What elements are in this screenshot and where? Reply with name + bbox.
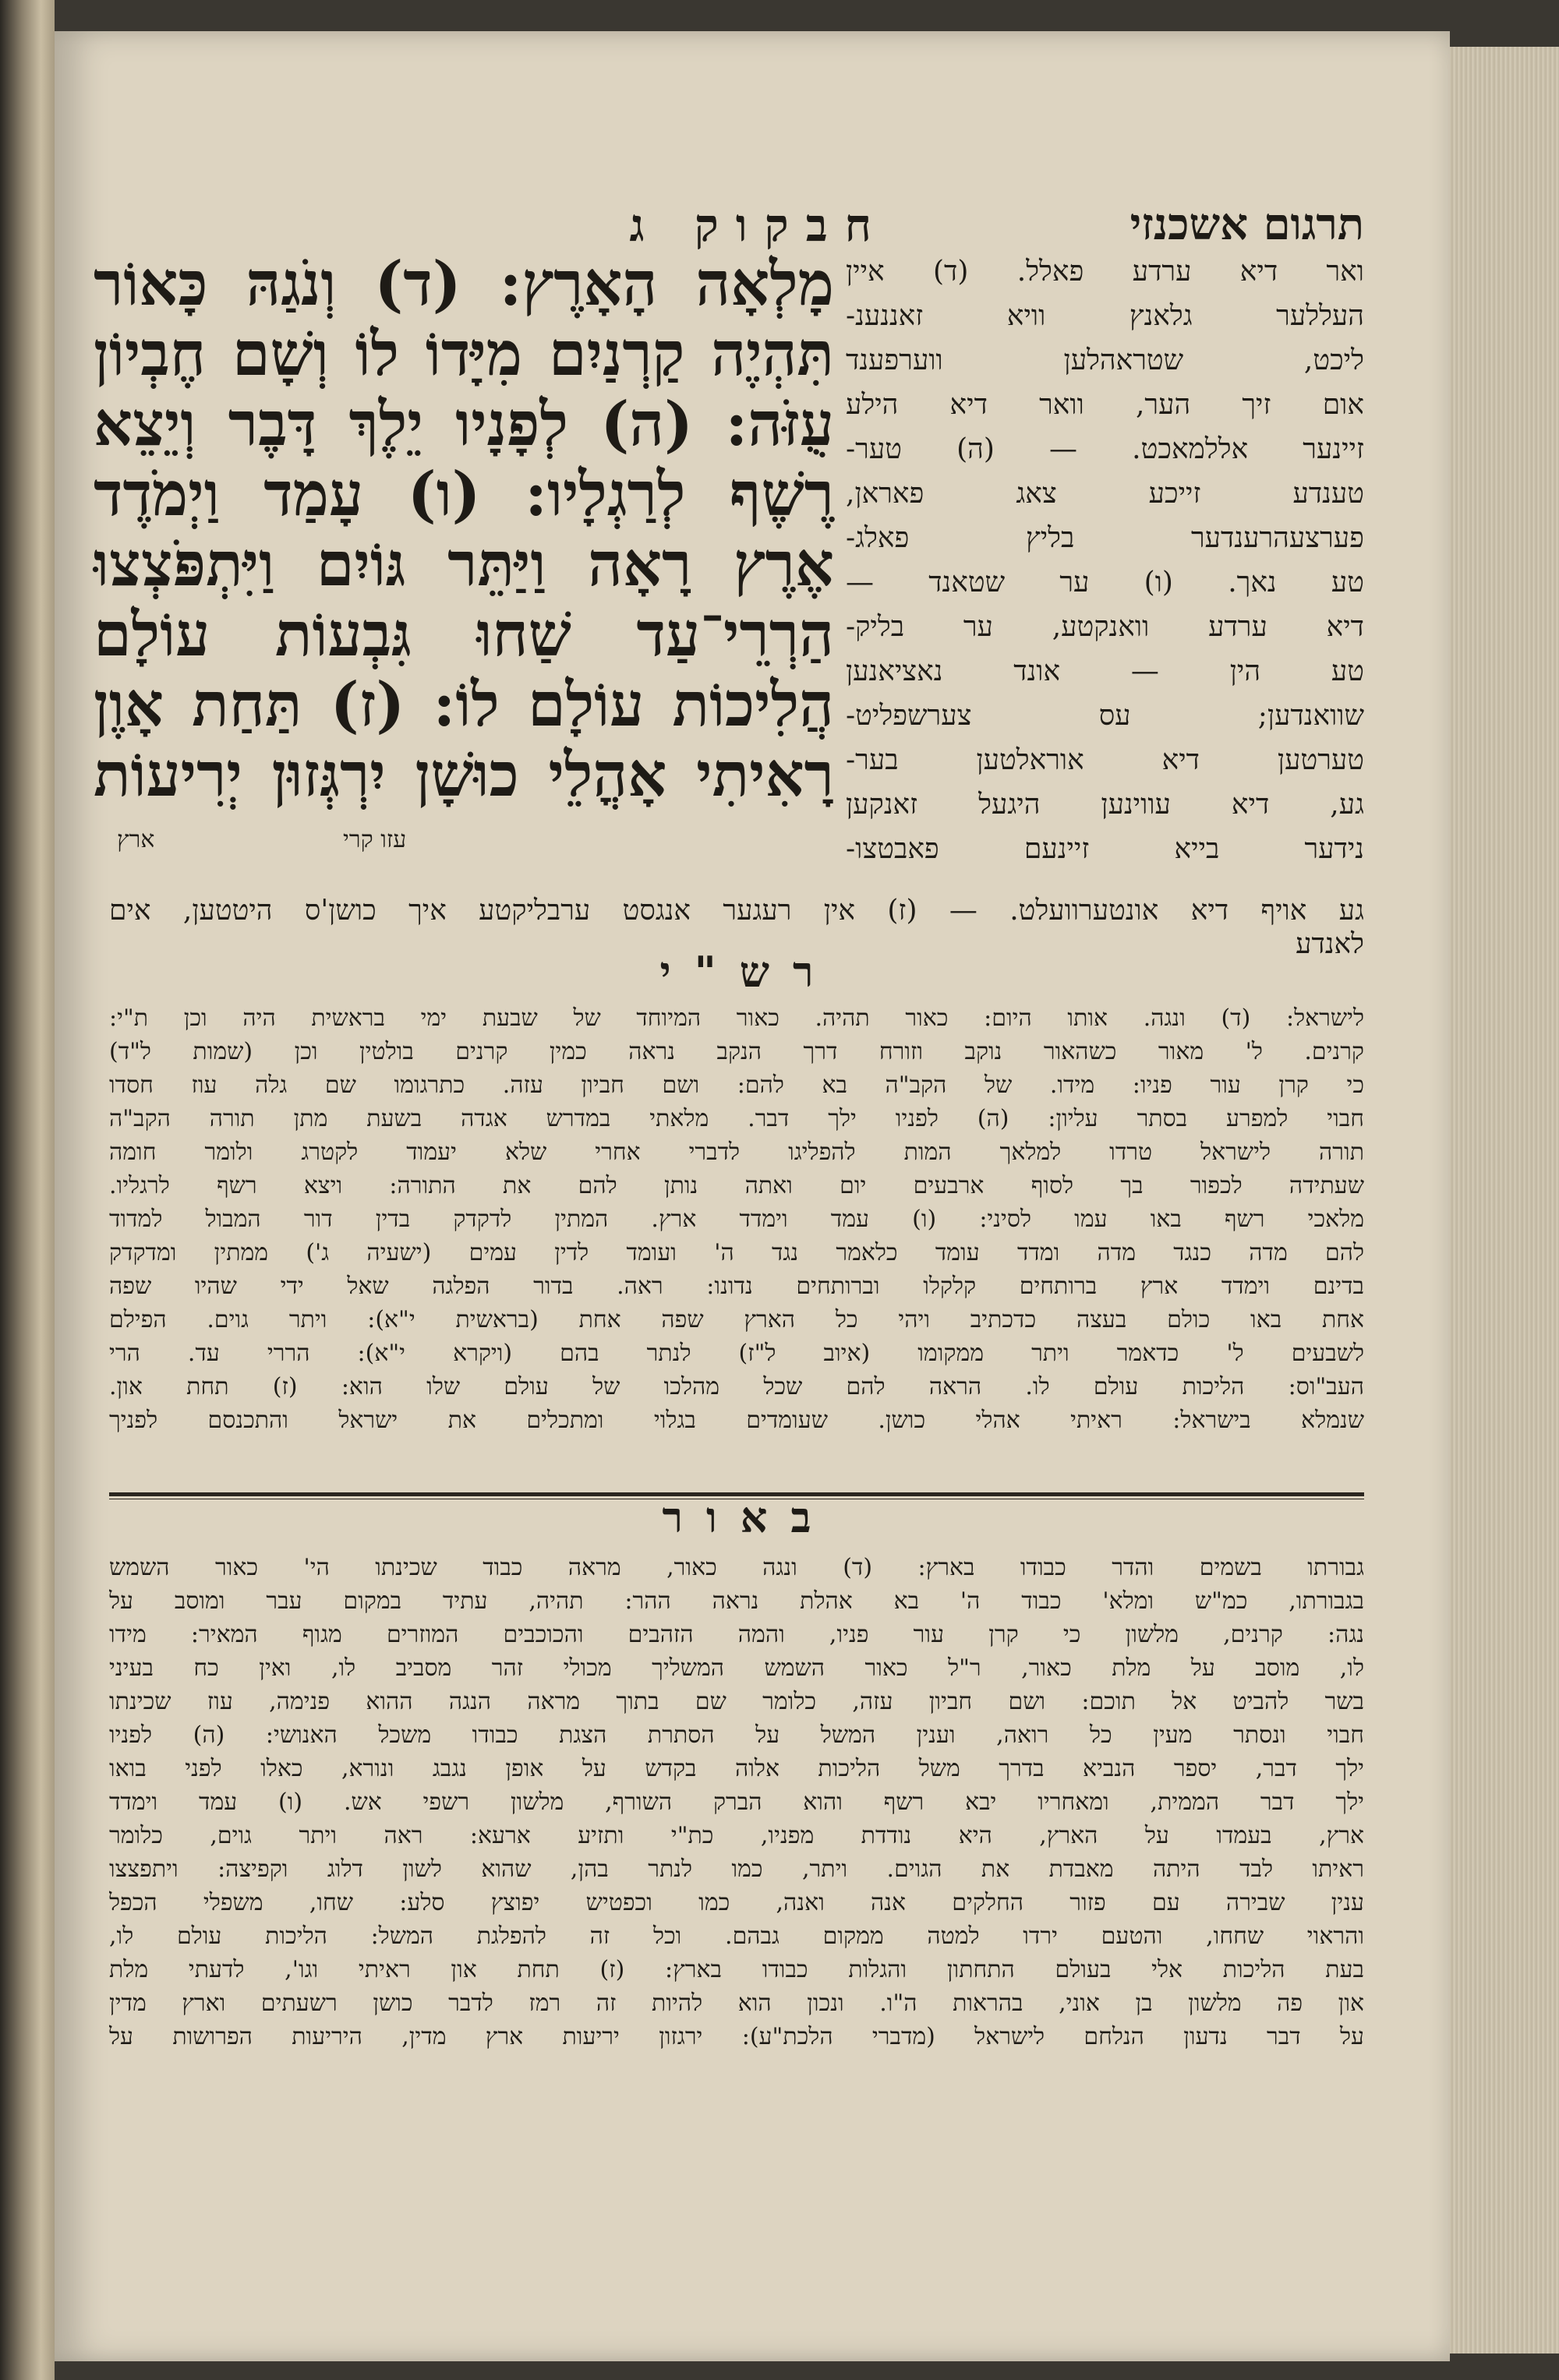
left-page-edge bbox=[0, 0, 55, 2380]
running-head-translation: תרגום אשכנזי bbox=[1129, 199, 1364, 250]
qere-note: ארץ bbox=[117, 826, 155, 853]
translation-line: העללער גלאנץ וויא זאננענ- bbox=[846, 300, 1364, 332]
biur-line: על דבר נדעון הנלחם לישראל (מדברי הלכת"ע): ירגזון יריעות ארץ מדין, היריעות הפרושות על bbox=[109, 2023, 1364, 2050]
biur-title: באור bbox=[662, 1492, 835, 1542]
translation-line: גע, דיא עווינען היגעל זאנקען bbox=[846, 789, 1364, 821]
biur-line: און פה מלשון בן אוני, בהראות ה"ו. ונכון הוא להיות זה רמז לדבר כושן רשעתים וארץ מדין bbox=[109, 1990, 1364, 2017]
hebrew-text-column bbox=[94, 249, 834, 810]
biur-line: חבוי ונסתר מעין כל רואה, וענין המשל על הסתרת הצגת כבודו משכל האנושי: (ה) לפניו bbox=[109, 1721, 1364, 1749]
biur-line: בשר להביט אל תוכם: ושם חביון עזה, כלומר שם בתוך מראה הנגה ההוא פנימה, עוז שכינתו bbox=[109, 1688, 1364, 1715]
biur-line: ילך דבר, יספר הנביא בדרך משל הליכות אלוה בקדש על אופן נגבג ונורא, כאלו לפני בואו bbox=[109, 1755, 1364, 1782]
translation-line: אום זיך הער, וואר דיא הילע bbox=[846, 389, 1364, 421]
biur-line: בעת הליכות אלי בעולם התחתון והגלות כבודו בארץ: (ז) תחת און ראיתי וגו', לדעתי מלת bbox=[109, 1956, 1364, 1983]
qere-note: עזו קרי bbox=[343, 826, 407, 853]
verse-line: עֻזֹּה: (ה) לְפָנָיו יֵלֶךְ דָּבֶר וְיֵצֵא bbox=[94, 389, 834, 460]
biur-line: ילך דבר הממית, ומאחריו יבא רשף והוא הברק השורף, מלשון רשפי אש. (ו) עמד וימדד bbox=[109, 1789, 1364, 1816]
verse-line: רָאִיתִי אָהֳלֵי כוּשָׁן יִרְגְּזוּן יְרִיעוֹת bbox=[94, 740, 834, 810]
biur-commentary bbox=[109, 1551, 1364, 2053]
verse-line: תִּהְיֶה קַרְנַיִם מִיָּדוֹ לוֹ וְשָׁם חֶבְיוֹן bbox=[94, 319, 834, 390]
rashi-line: בדינם וימדד ארץ ברותחים קלקלו וברותחים נדונו: ראה. בדור הפלגה שאל ידי שהיו שפה bbox=[109, 1273, 1364, 1300]
rashi-line: קרנים. ל' מאור כשהאור נוקב וזורח דרך הנקב נראה כמין קרנים בולטין וכן (שמות ל"ד) bbox=[109, 1038, 1364, 1065]
verse-line: אֶרֶץ רָאָה וַיַּתֵּר גּוֹיִם וַיִּתְפֹּצְצוּ bbox=[94, 529, 834, 600]
verse-line: רֶשֶׁף לְרַגְלָיו: (ו) עָמַד וַיְמֹדֶד bbox=[94, 459, 834, 530]
translation-line: טערטען דיא אוראלטען בער- bbox=[846, 744, 1364, 776]
verse-line: מָלְאָה הָאָרֶץ: (ד) וְנֹגַהּ כָּאוֹר bbox=[94, 249, 834, 320]
rashi-line: חבוי למפרע בסתר עליון: (ה) לפניו ילך דבר. מלאתי במדרש אגדה בשעת מתן תורה הקב"ה bbox=[109, 1105, 1364, 1132]
rashi-line: לישראל: (ד) ונגה. אותו היום: כאור תהיה. כאור המיוחד של שבעת ימי בראשית היה וכן ת"י: bbox=[109, 1005, 1364, 1032]
verse-line: הֲלִיכוֹת עוֹלָם לוֹ: (ז) תַּחַת אָוֶן bbox=[94, 669, 834, 740]
running-head-book: חבקוק ג bbox=[629, 199, 889, 252]
biur-line: לו, מוסב על מלת כאור, ר"ל כאור השמש המשליך מכולי זהר מסביב לו, ואין כח בעיני bbox=[109, 1654, 1364, 1682]
translation-line: ליכט, שטראהלען ווערפענד bbox=[846, 344, 1364, 376]
translation-line: ואר דיא ערדע פאלל. (ד) איין bbox=[846, 256, 1364, 288]
verse-line: הַרְרֵי־עַד שַׁחוּ גִּבְעוֹת עוֹלָם bbox=[94, 599, 834, 670]
rashi-commentary bbox=[109, 1001, 1364, 1437]
biur-line: ענין שבירה עם פזור החלקים אנה ואנה, כמו וכפטיש יפוצץ סלע: שחו, משפלי הכפל bbox=[109, 1889, 1364, 1916]
page-stack-edge bbox=[1450, 47, 1559, 2354]
translation-line: טע הין — אונד נאציאנען bbox=[846, 655, 1364, 687]
translation-line: שוואנדען; עס צערשפליט- bbox=[846, 700, 1364, 732]
rashi-line: שעתידה לכפור בך לסוף ארבעים יום ואתה נותן להם את התורה: ויצא רשף לרגליו. bbox=[109, 1172, 1364, 1199]
rashi-line: להם מדה כנגד מדה ומדד עומד כלאמר נגד ה' ועומד לדין עמים (ישעיה ג') ממתין ומדקדק bbox=[109, 1239, 1364, 1266]
biur-line: בגבורתו, כמ"ש ומלא' כבוד ה' בא אהלת נראה ההר: תהיה, עתיד במקום עבר ומוסב על bbox=[109, 1587, 1364, 1615]
rashi-line: תורה לישראל טרדו למלאך המות להפליגו לדברי אחרי שלא יעמוד לקטרג ולומר חומה bbox=[109, 1139, 1364, 1166]
translation-overflow-word: לאנדע bbox=[1296, 928, 1364, 960]
translation-line: טע נאך. (ו) ער שטאנד — bbox=[846, 567, 1364, 599]
rashi-line: שנמלא בישראל: ראיתי אהלי כושן. שעומדים בגלוי ומתכלים את ישראל והתכנסם לפניך bbox=[109, 1407, 1364, 1434]
translation-line: פערצעהרענדער בליץ פאלג- bbox=[846, 522, 1364, 554]
translation-line: זיינער אללמאכט. — (ה) טער- bbox=[846, 433, 1364, 465]
rashi-line: אחת באו כולם בעצה כדכתיב ויהי כל הארץ שפה אחת (בראשית י"א): ויתר גוים. הפילם bbox=[109, 1306, 1364, 1333]
qere-notes bbox=[117, 826, 818, 857]
translation-full-line: גע אויף דיא אונטערוועלט. — (ז) אין רעגער אנגסט ערבליקטע איך כושן'ס היטטען, אים bbox=[109, 895, 1364, 927]
biur-line: נגה: קרנים, מלשון כי קרן עור פניו, והמה הזהבים והכוכבים המוזרים מגוף המאיר: מידו bbox=[109, 1621, 1364, 1648]
translation-line: נידער בייא זיינעם פאבטצו- bbox=[846, 833, 1364, 865]
translation-line: דיא ערדע וואנקטע, ער בליק- bbox=[846, 611, 1364, 643]
rashi-line: העב"וס: הליכות עולם לו. הראה להם שכל מהלכו של עולם שלו הוא: (ז) תחת און. bbox=[109, 1373, 1364, 1400]
biur-line: והראוי שחחו, והטעם ירדו למטה ממקום גבהם. וכל זה להפלגת המשל: הליכות עולם לו, bbox=[109, 1923, 1364, 1950]
biur-line: גבורתו בשמים והדר כבודו בארץ: (ד) ונגה כאור, מראה כבוד שכינתו הי' כאור השמש bbox=[109, 1554, 1364, 1581]
rashi-title: רש"י bbox=[659, 947, 837, 997]
biur-line: ארץ, בעמדו על הארץ, היא נודדת מפניו, כת"י ותזיע ארעא: ראה ויתר גוים, כלומר bbox=[109, 1822, 1364, 1849]
biur-line: ראיתו לבד היתה מאבדת את הגוים. ויתר, כמו לנתר בהן, שהוא לשון דלוג וקפיצה: ויתפצצו bbox=[109, 1856, 1364, 1883]
translation-line: טענדע זייכע צאג פאראן, bbox=[846, 478, 1364, 510]
rashi-line: מלאכי רשף באו עמו לסיני: (ו) עמד וימדד ארץ. המתין לדקדק בדין דור המבול למדוד bbox=[109, 1206, 1364, 1233]
rashi-line: לשבעים ל' כדאמר ויתר ממקומו (איוב ל"ז) לנתר בהם (ויקרא י"א): הררי עד. הרי bbox=[109, 1340, 1364, 1367]
rashi-line: כי קרן עור פניו: מידו. של הקב"ה בא להם: ושם חביון עזה. כתרגומו שם גלה עוז חסדו bbox=[109, 1072, 1364, 1099]
translation-column bbox=[846, 249, 1364, 871]
